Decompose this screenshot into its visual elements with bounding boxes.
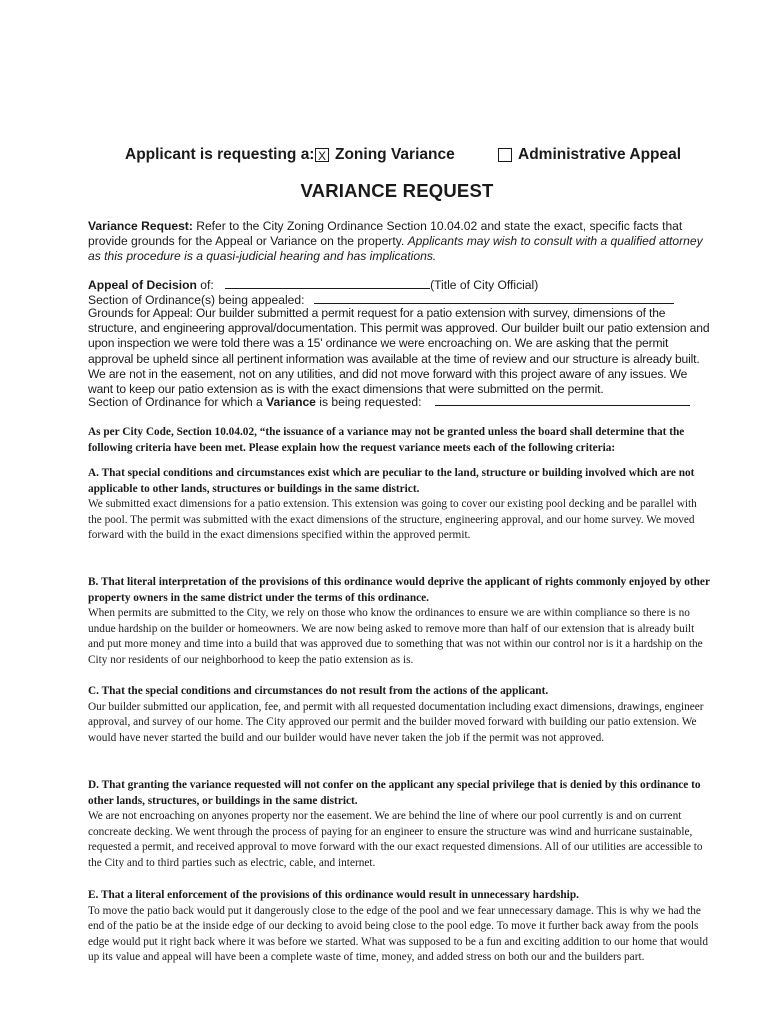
criterion-e-answer[interactable]: To move the patio back would put it dangerously close to the edge of the pool and we fear unnecessary damage. This is why we had the end of the patio be at the inside edge of our decking to avoid being close to the pool edge. To move it further back away from the pools edge would put it right back where it was before we started. What was supposed to be a fun and exciting addition to our home that would up its value and appeal will have been a complete waste of time, money, and added stress on both our and the builders part. bbox=[88, 904, 709, 963]
criterion-a-answer[interactable]: We submitted exact dimensions for a patio extension. This extension was going to cover our existing pool decking and be parallel with the pool. The permit was submitted with the exact dimensions of the structure, engineering approval, and our home survey. We moved forward with the build in the exact dimensions specified within the approved permit. bbox=[88, 498, 697, 541]
zoning-variance-option[interactable] bbox=[315, 146, 455, 164]
form-title: VARIANCE REQUEST bbox=[300, 180, 494, 201]
request-label: Applicant is requesting a: bbox=[125, 146, 315, 163]
variance-request-note: Applicants may wish to consult with a qualified attorney as this procedure is a quasi-judicial hearing and has implications. bbox=[88, 234, 703, 263]
appeal-of-decision bbox=[88, 277, 710, 307]
criterion-d-heading: D. That granting the variance requested will not confer on the applicant any special privilege that is denied by this ordinance to other lands, structures, or buildings in the same district. bbox=[88, 779, 701, 807]
variance-request-text: Refer to the City Zoning Ordinance Section 10.04.02 and state the exact, specific facts that provide grounds for the Appeal or Variance on the property. bbox=[88, 219, 683, 248]
criterion-c-answer[interactable]: Our builder submitted our application, fee, and permit with all requested documentation including exact dimensions, drawings, engineer approval, and survey of our home. The City approved our permit and the builder moved forward with building our patio extension. We would have never started the build and our builder would have never taken the job if the permit was not approved. bbox=[88, 700, 704, 744]
criterion-b bbox=[88, 575, 710, 668]
variance-request-instructions bbox=[88, 219, 710, 264]
criteria-intro bbox=[88, 425, 710, 456]
city-official-caption: (Title of City Official) bbox=[430, 278, 539, 292]
section-appealed-field[interactable] bbox=[314, 292, 674, 304]
appeal-of: of: bbox=[196, 278, 214, 292]
criterion-c bbox=[88, 684, 710, 746]
grounds-text[interactable]: Our builder submitted a permit request for a patio extension with survey, dimensions of the structure, and engineering approval/documentation. This permit was approved. Our builder built our patio extension and upon inspection we were told there was a 15' ordinance we were encroaching on. We are asking that the permit approval be upheld since all pertinent information was available at the time of review and our structure is already built. We are not in the easement, not on any utilities, and did not move forward with this project aware of any issues. We want to keep our patio extension as is with the exact dimensions that were submitted on the permit. bbox=[88, 306, 710, 397]
section-for-variance-field[interactable] bbox=[435, 394, 690, 406]
city-official-field[interactable] bbox=[225, 277, 430, 289]
zoning-variance-checkbox[interactable] bbox=[315, 148, 329, 162]
criterion-b-heading: B. That literal interpretation of the provisions of this ordinance would deprive the applicant of rights commonly enjoyed by other property owners in the same district under the terms of this ordinance. bbox=[88, 576, 710, 604]
criterion-b-answer[interactable]: When permits are submitted to the City, we rely on those who know the ordinances to ensure we are within compliance so there is no undue hardship on the builder or homeowners. We are now being asked to remove more than half of our extension that is already built and put more money and time into a build that was approved due to something that was not within our control nor is it a hardship on the City nor residents of our neighborhood to keep the patio extension as is. bbox=[88, 607, 703, 666]
section-for-variance bbox=[88, 394, 710, 409]
check-x-icon: X bbox=[317, 148, 326, 163]
section-for-variance-bold: Variance bbox=[266, 395, 316, 409]
section-for-variance-text: Section of Ordinance for which a bbox=[88, 395, 267, 409]
criterion-d-answer[interactable]: We are not encroaching on anyones property nor the easement. We are behind the line of where our pool currently is and on current concreate decking. We went through the process of paying for an engineer to ensure the structure was wind and hurricane sustainable, requested a permit, and received approval to move forward with the our exact requested dimensions. All of our utilities are accessible to the City and to third parties such as electric, cable, and internet. bbox=[88, 810, 703, 869]
appeal-label: Appeal of Decision bbox=[88, 278, 197, 292]
criterion-a-heading: A. That special conditions and circumstances exist which are peculiar to the land, structure or building involved which are not applicable to other lands, structures or buildings in the same district. bbox=[88, 467, 695, 495]
criterion-e-heading: E. That a literal enforcement of the provisions of this ordinance would result in unnecessary hardship. bbox=[88, 889, 579, 901]
criterion-a bbox=[88, 466, 710, 544]
request-type-row bbox=[125, 146, 685, 164]
administrative-appeal-checkbox[interactable] bbox=[498, 148, 512, 162]
variance-request-label: Variance Request: bbox=[88, 219, 193, 233]
administrative-appeal-label: Administrative Appeal bbox=[518, 146, 682, 163]
zoning-variance-label: Zoning Variance bbox=[335, 146, 455, 163]
criteria-intro-text: As per City Code, Section 10.04.02, “the issuance of a variance may not be granted unless the board shall determine that the following criteria have been met. Please explain how the request variance meets each of the following criteria: bbox=[88, 426, 685, 454]
grounds-for-appeal bbox=[88, 306, 710, 397]
criterion-d bbox=[88, 778, 710, 871]
section-appealed-label: Section of Ordinance(s) being appealed: bbox=[88, 293, 305, 307]
criterion-c-heading: C. That the special conditions and circumstances do not result from the actions of the applicant. bbox=[88, 685, 549, 697]
administrative-appeal-option[interactable] bbox=[498, 146, 681, 164]
criterion-e bbox=[88, 888, 710, 966]
section-for-variance-text-end: is being requested: bbox=[315, 395, 422, 409]
grounds-label: Grounds for Appeal: bbox=[88, 306, 193, 320]
